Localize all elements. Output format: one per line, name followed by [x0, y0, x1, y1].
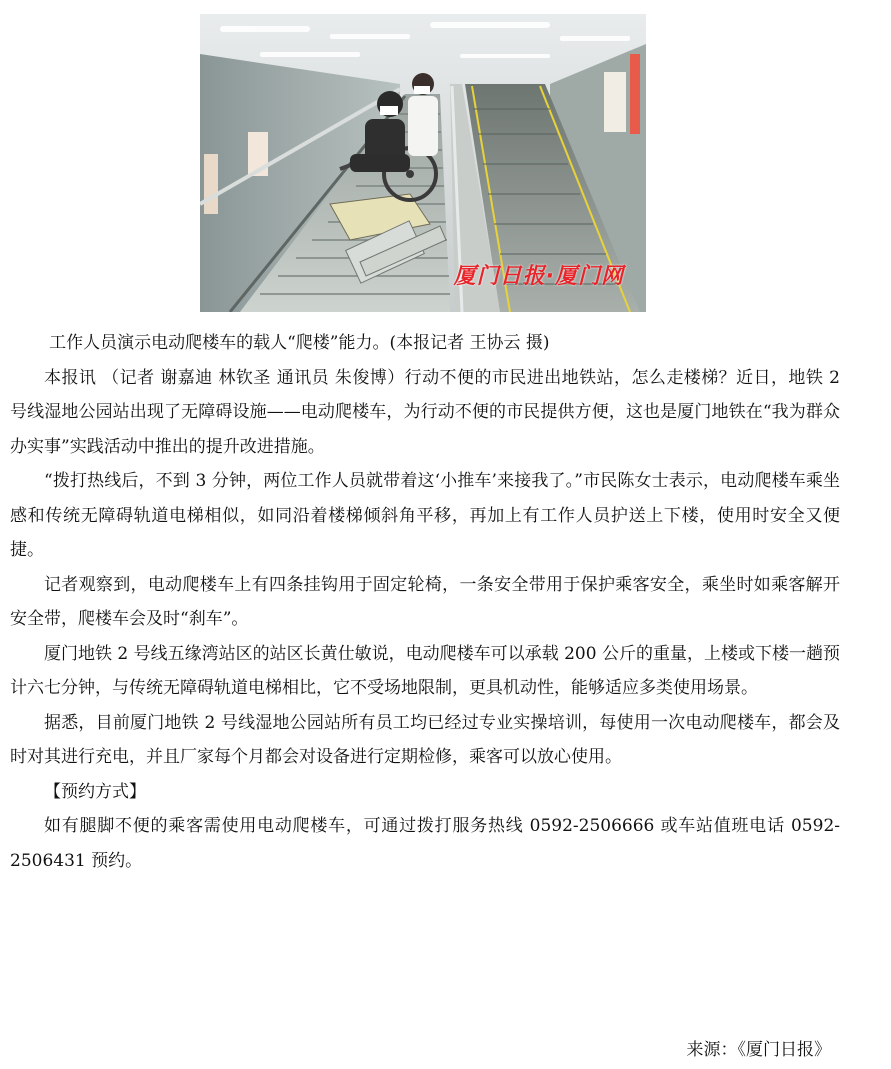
photo-caption: 工作人员演示电动爬楼车的载人“爬楼”能力。(本报记者 王协云 摄)	[49, 333, 550, 353]
article-paragraph: 记者观察到，电动爬楼车上有四条挂钩用于固定轮椅，一条安全带用于保护乘客安全，乘坐时如乘客解开安全带，爬楼车会及时“刹车”。	[10, 574, 840, 629]
article-source: 来源：《厦门日报》	[686, 1040, 831, 1060]
article-paragraph: 厦门地铁 2 号线五缘湾站区的站区长黄仕敏说，电动爬楼车可以承载 200 公斤的重量，上楼或下楼一趟预计六七分钟，与传统无障碍轨道电梯相比，它不受场地限制，更具机动性，能够适应多类使用场景。	[10, 643, 840, 698]
booking-heading: 【预约方式】	[44, 781, 146, 802]
article-paragraph: 据悉，目前厦门地铁 2 号线湿地公园站所有员工均已经过专业实操培训，每使用一次电动爬楼车，都会及时对其进行充电，并且厂家每个月都会对设备进行定期检修，乘客可以放心使用。	[10, 712, 840, 767]
article-paragraph: “拨打热线后，不到 3 分钟，两位工作人员就带着这‘小推车’来接我了。”市民陈女士表示，电动爬楼车乘坐感和传统无障碍轨道电梯相似，如同沿着楼梯倾斜角平移，再加上有工作人员护送上下楼，使用时安全又便捷。	[10, 471, 840, 560]
news-photo	[200, 14, 646, 312]
article-paragraph: 本报讯 （记者 谢嘉迪 林钦圣 通讯员 朱俊博）行动不便的市民进出地铁站，怎么走楼梯？近日，地铁 2 号线湿地公园站出现了无障碍设施——电动爬楼车，为行动不便的市民提供方便，这也是厦门地铁在“我为群众办实事”实践活动中推出的提升改进措施。	[10, 367, 840, 457]
article-body	[10, 326, 840, 878]
photo-watermark: 厦门日报·厦门网	[453, 264, 624, 289]
booking-paragraph: 如有腿脚不便的乘客需使用电动爬楼车，可通过拨打服务热线 0592-2506666 或车站值班电话 0592-2506431 预约。	[10, 816, 840, 871]
